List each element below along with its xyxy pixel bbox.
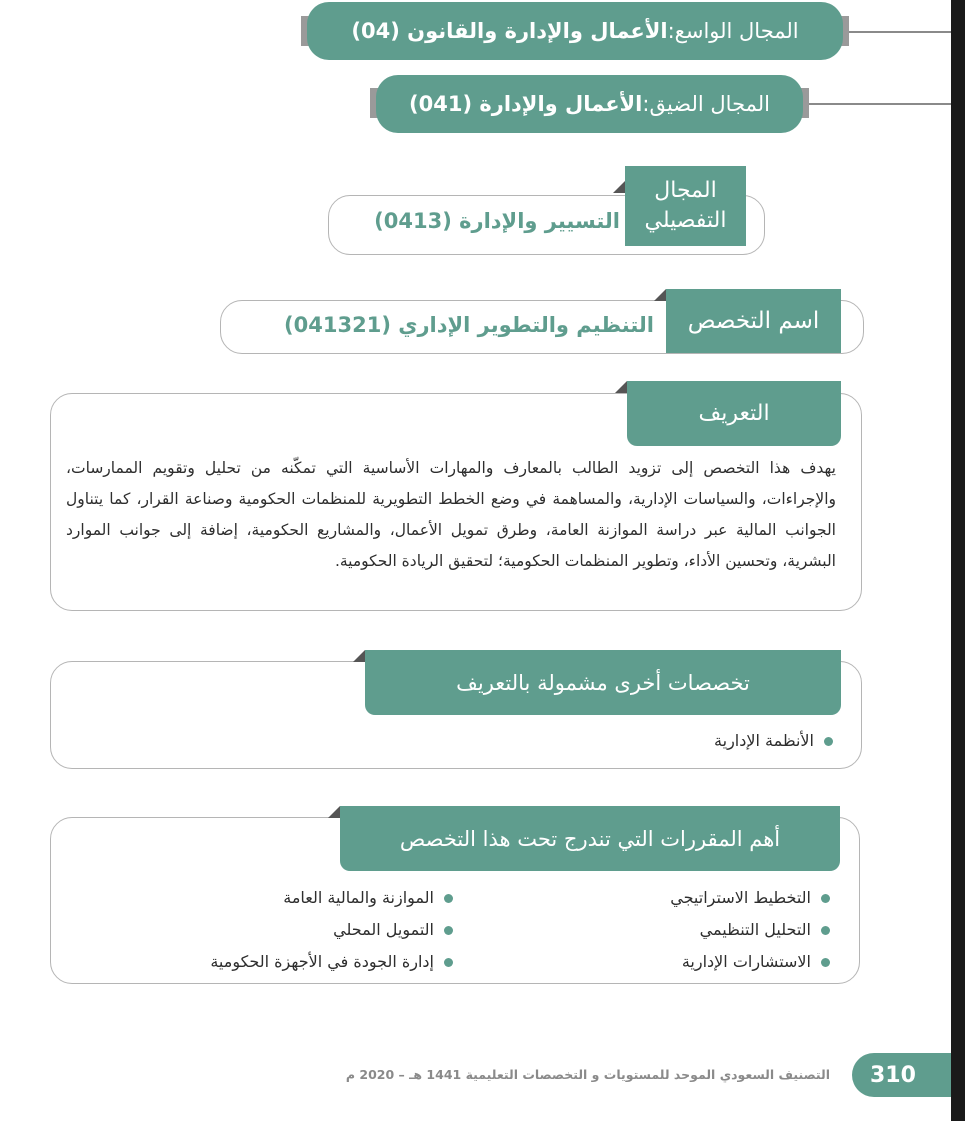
fold-corner bbox=[328, 806, 340, 818]
detailed-field-label: المجال التفصيلي bbox=[625, 166, 746, 246]
specialization-label: اسم التخصص bbox=[666, 289, 841, 353]
connector-line bbox=[808, 103, 951, 105]
fold-corner bbox=[654, 289, 666, 301]
footer-caption: التصنيف السعودي الموحد للمستويات و التخصصات التعليمية 1441 هـ – 2020 م bbox=[345, 1067, 830, 1082]
broad-field-value: الأعمال والإدارة والقانون (04) bbox=[351, 19, 668, 43]
courses-left-column bbox=[210, 882, 453, 978]
bullet-icon bbox=[824, 737, 833, 746]
broad-field-pill bbox=[307, 2, 843, 60]
bullet-icon bbox=[821, 926, 830, 935]
narrow-field-value: الأعمال والإدارة (041) bbox=[408, 92, 643, 116]
list-item: التحليل التنظيمي bbox=[670, 914, 830, 946]
bullet-icon bbox=[821, 894, 830, 903]
specialization-value: التنظيم والتطوير الإداري (041321) bbox=[284, 313, 654, 337]
fold-corner bbox=[615, 381, 627, 393]
courses-right-column bbox=[670, 882, 830, 978]
courses-title: أهم المقررات التي تندرج تحت هذا التخصص bbox=[340, 806, 840, 871]
list-item: التخطيط الاستراتيجي bbox=[670, 882, 830, 914]
fold-corner bbox=[613, 181, 625, 193]
other-specs-title: تخصصات أخرى مشمولة بالتعريف bbox=[365, 650, 841, 715]
definition-title: التعريف bbox=[627, 381, 841, 446]
page-number: 310 bbox=[870, 1062, 916, 1088]
bullet-icon bbox=[444, 894, 453, 903]
list-item: الموازنة والمالية العامة bbox=[210, 882, 453, 914]
bullet-icon bbox=[444, 926, 453, 935]
connector-line bbox=[848, 31, 951, 33]
list-item: الاستشارات الإدارية bbox=[670, 946, 830, 978]
detailed-field-value: التسيير والإدارة (0413) bbox=[374, 209, 620, 233]
fold-corner bbox=[353, 650, 365, 662]
bullet-icon bbox=[821, 958, 830, 967]
other-specs-list bbox=[714, 725, 833, 757]
broad-field-label: المجال الواسع: bbox=[667, 19, 799, 43]
page-number-tab bbox=[852, 1053, 951, 1097]
narrow-field-label: المجال الضيق: bbox=[642, 92, 771, 116]
narrow-field-pill bbox=[376, 75, 803, 133]
page-edge bbox=[951, 0, 965, 1121]
list-item: إدارة الجودة في الأجهزة الحكومية bbox=[210, 946, 453, 978]
list-item: التمويل المحلي bbox=[210, 914, 453, 946]
list-item: الأنظمة الإدارية bbox=[714, 725, 833, 757]
bullet-icon bbox=[444, 958, 453, 967]
definition-text: يهدف هذا التخصص إلى تزويد الطالب بالمعارف والمهارات الأساسية التي تمكّنه من تحليل وتقويم الممارسات، والإجراءات، والسياسات الإدارية، والمساهمة في وضع الخطط التطويرية للمنظمات الحكومية وصناعة القرار، كما يتناول الجوانب المالية عبر دراسة الموازنة العامة، وطرق تمويل الأعمال، والمشاريع الحكومية، إضافة إلى جوانب الموارد البشرية، وتحسين الأداء، وتطوير المنظمات الحكومية؛ لتحقيق الريادة الحكومية. bbox=[66, 459, 836, 570]
